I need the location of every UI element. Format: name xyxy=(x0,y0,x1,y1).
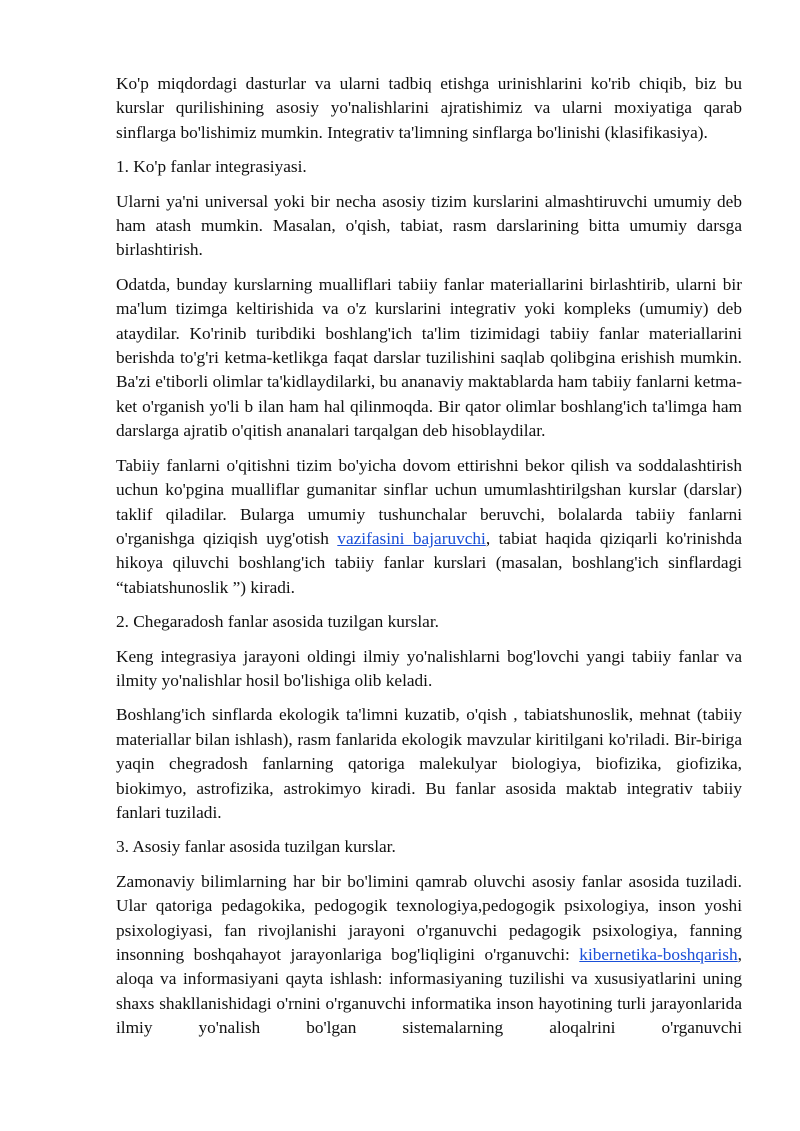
paragraph-text: Tabiiy fanlarni o'qitishni tizim bo'yicha dovom ettirishni bekor qilish va soddalashtirish uchun ko'pgina mualliflar gumanitar sinflar uchun umumlashtirilgshan kurslar (darslar) taklif qiladilar. Bularga umumiy tushunchalar beruvchi, bolalarda tabiiy fanlarni o'rganishga qiziqish uyg'otish xyxy=(116,455,742,548)
kibernetika-boshqarish-link[interactable]: kibernetika-boshqarish xyxy=(579,945,738,964)
section-heading-3: 3. Asosiy fanlar asosida tuzilgan kurslar. xyxy=(116,837,396,857)
vazifasini-bajaruvchi-link[interactable]: vazifasini bajaruvchi xyxy=(337,528,486,548)
section-heading-2: 2. Chegaradosh fanlar asosida tuzilgan kurslar. xyxy=(116,612,439,632)
section-heading-1: 1. Ko'p fanlar integrasiyasi. xyxy=(116,157,307,177)
authors-paragraph: Odatda, bunday kurslarning mualliflari tabiiy fanlar materiallarini birlashtirib, ularni bir ma'lum tizimga keltirishida va o'z kurslarini integrativ yoki kompleks (umumiy) deb ataydilar. Ko'rinib turibdiki boshlang'ich ta'lim tizimidagi tabiiy fanlar materiallarini berishda to'g'ri ketma-ketlikga faqat darslar tuzilishini saqlab qolibgina erishish mumkin. Ba'zi e'tiborli olimlar ta'kidlaydilarki, bu ananaviy maktablarda ham tabiiy fanlarni ketma-ket o'rganish yo'li b ilan ham hal qilinmoqda. Bir qator olimlar boshlang'ich ta'limga ham darslarga ajratib o'qitish ananalari tarqalgan deb hisoblaydilar. xyxy=(116,274,742,441)
universal-courses-paragraph: Ularni ya'ni universal yoki bir necha asosiy tizim kurslarini almashtiruvchi umumiy deb ham atash mumkin. Masalan, o'qish, tabiat, rasm darslarining bitta umumiy darsga birlashtirish. xyxy=(116,191,742,260)
paragraph-text: , aloqa va informasiyani qayta ishlash: informasiyaning tuzilishi va xususiyatlarini uning shaxs shakllanishidagi o'rnini o'rganuvchi informatika inson hayotining turli jarayonlarida ilmiy yo'nalish bo'lgan sistemalarning aloqalrini o'rganuvchi xyxy=(116,945,742,1038)
integration-process-paragraph: Keng integrasiya jarayoni oldingi ilmiy yo'nalishlarni bog'lovchi yangi tabiiy fanlar va ilmity yo'nalishlar hosil bo'lishiga olib keladi. xyxy=(116,646,742,690)
paragraph-text: Zamonaviy bilimlarning har bir bo'limini qamrab oluvchi asosiy fanlar asosida tuziladi. Ular qatoriga pedagokika, pedogogik texnologiya,pedogogik psixologiya, inson yoshi psixologiyasi, fan rivojlanishi jarayoni o'rganuvchi pedagogik psixologiya, fanning insonning boshqahayot jarayonlariga bog'liqligini o'rganuvchi: xyxy=(116,871,742,964)
basic-sciences-paragraph xyxy=(116,870,742,1041)
intro-paragraph: Ko'p miqdordagi dasturlar va ularni tadbiq etishga urinishlarini ko'rib chiqib, biz bu kurslar qurilishining asosiy yo'nalishlarini ajratishimiz va ularni moxiyatiga qarab sinflarga bo'lishimiz mumkin. Integrativ ta'limning sinflarga bo'linishi (klasifikasiya). xyxy=(116,74,742,142)
paragraph-text: , tabiat haqida qiziqarli ko'rinishda hikoya qiluvchi boshlang'ich tabiiy fanlar kurslari (masalan, boshlang'ich sinflardagi “tabiatshunoslik ”) kiradi. xyxy=(116,528,742,597)
humanitarian-courses-paragraph xyxy=(116,454,742,600)
document-page xyxy=(116,72,742,1051)
ecological-education-paragraph: Boshlang'ich sinflarda ekologik ta'limni kuzatib, o'qish , tabiatshunoslik, mehnat (tabiiy materiallar bilan ishlash), rasm fanlarida ekologik mavzular kiritilgani ko'riladi. Bir-biriga yaqin chegradosh fanlarning qatoriga malekulyar biologiya, biofizika, giofizika, biokimyo, astrofizika, astrokimyo kiradi. Bu fanlar asosida maktab integrativ tabiiy fanlari tuziladi. xyxy=(116,705,742,822)
